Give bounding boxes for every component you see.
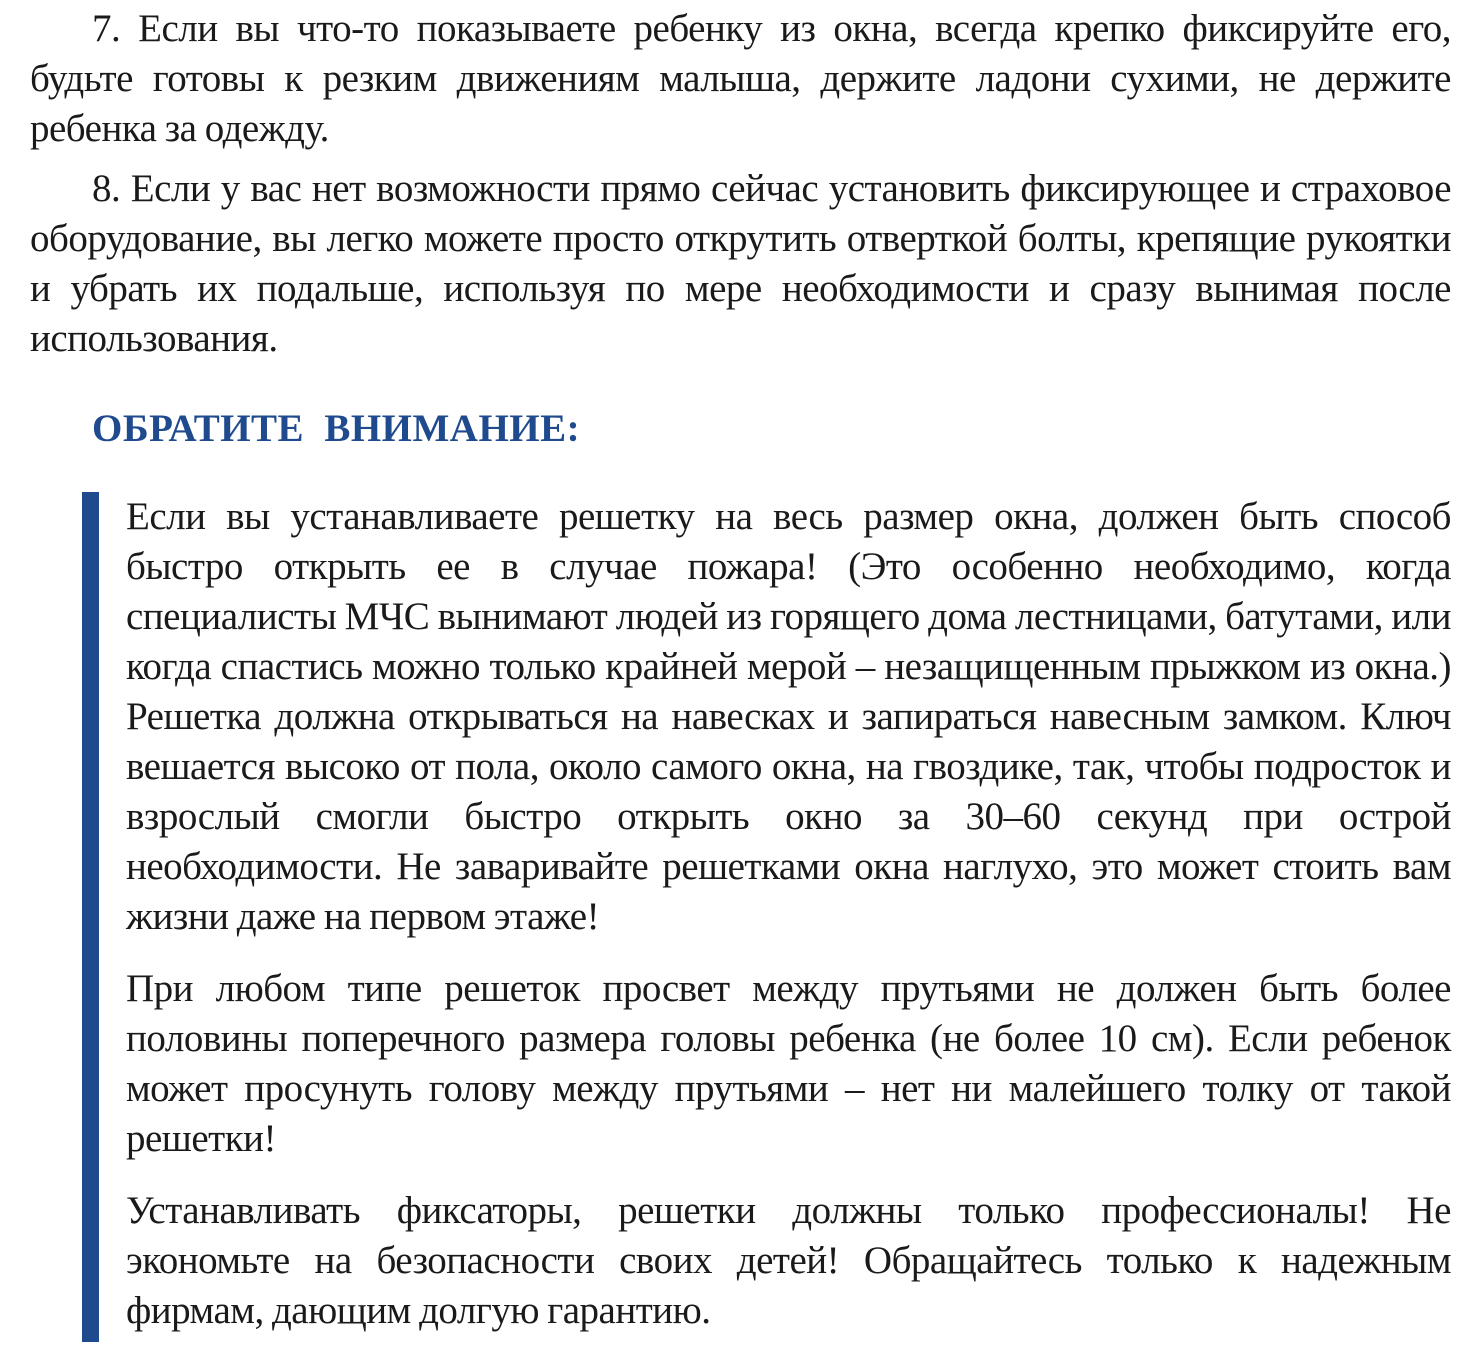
- notice-paragraph-1: Если вы устанавливаете решетку на весь размер окна, должен быть способ быстро открыть ее в случае пожара! (Это особенно необходимо, когда специалисты МЧС вынимают людей из горящего дома лестницами, батутами, или когда спастись можно только крайней мерой – незащищенным прыжком из окна.) Решетка должна открываться на навесках и запираться навесным замком. Ключ вешается высоко от пола, около самого окна, на гвоздике, так, чтобы подросток и взрослый смогли быстро открыть окно за 30–60 секунд при острой необходимости. Не заваривайте решетками окна наглухо, это может стоить вам жизни даже на первом этаже!: [126, 495, 1451, 938]
- notice-paragraph-2: При любом типе решеток просвет между прутьями не должен быть более половины поперечного размера головы ребенка (не более 10 см). Если ребенок может просунуть голову между прутьями – нет ни малейшего толку от такой решетки!: [126, 967, 1451, 1160]
- notice-paragraph-3: Устанавливать фиксаторы, решетки должны только профессионалы! Не экономьте на безопасности своих детей! Обращайтесь только к надежным фирмам, дающим долгую гарантию.: [126, 1189, 1451, 1332]
- notice-box: [82, 492, 1451, 1342]
- notice-heading: ОБРАТИТЕ ВНИМАНИЕ:: [92, 407, 581, 450]
- paragraph-7: 7. Если вы что-то показываете ребенку из окна, всегда крепко фиксируйте его, будьте готовы к резким движениям малыша, держите ладони сухими, не держите ребенка за одежду.: [30, 7, 1451, 150]
- paragraph-8: 8. Если у вас нет возможности прямо сейчас установить фиксирующее и страховое оборудование, вы легко можете просто открутить отверткой болты, крепящие рукоятки и убрать их подальше, используя по мере необходимости и сразу вынимая после использования.: [30, 167, 1451, 360]
- notice-body: [126, 492, 1451, 1336]
- notice-accent-bar: [82, 492, 99, 1342]
